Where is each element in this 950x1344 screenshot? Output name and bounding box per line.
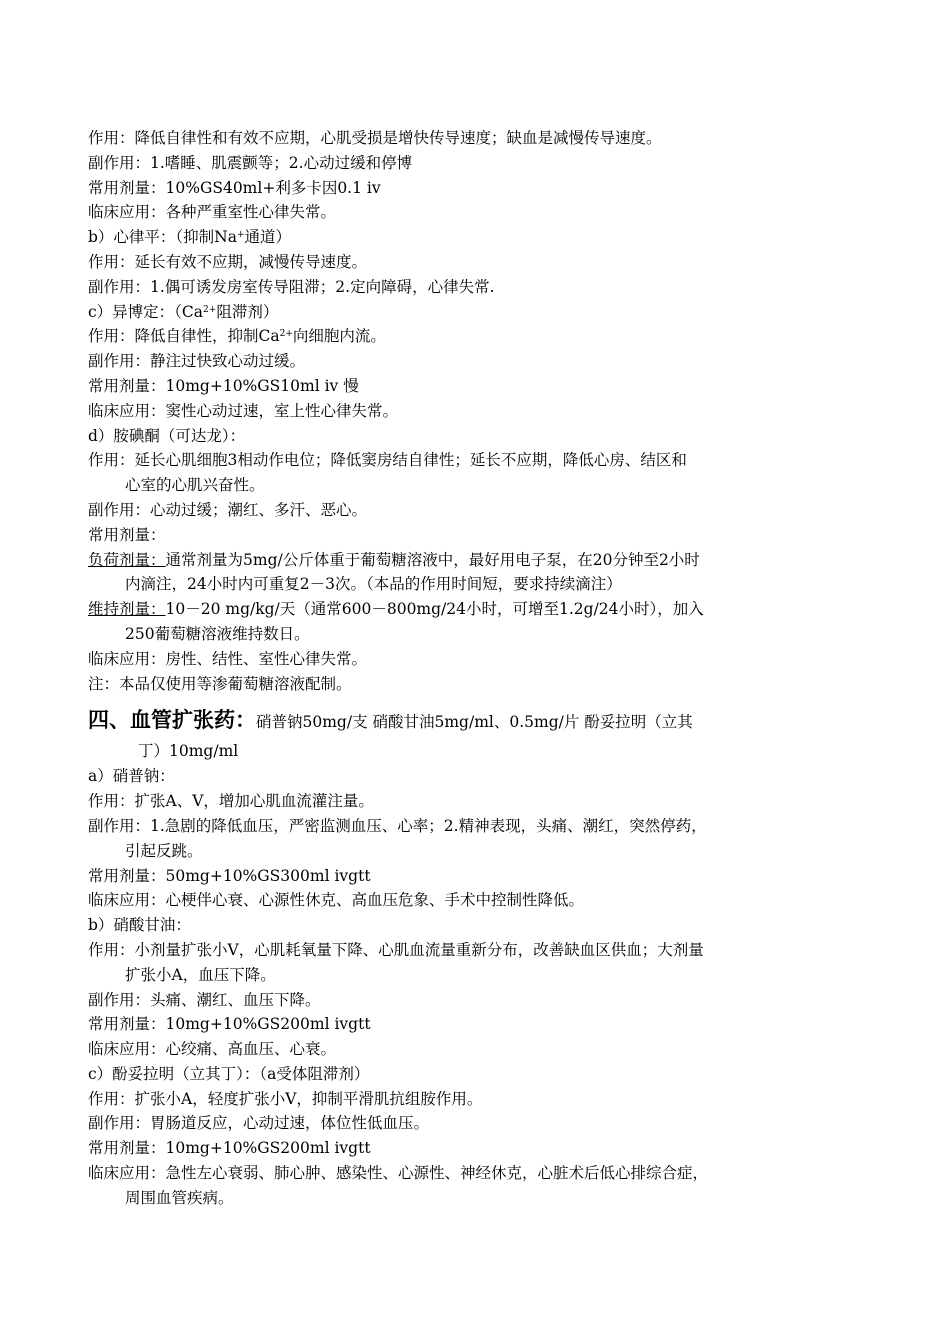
text-line: 副作用：头痛、潮红、血压下降。	[88, 990, 321, 1009]
text-line: 作用：降低自律性，抑制$Ca^{2+}$向细胞内流。	[88, 327, 386, 346]
text-line: 注：本品仅使用等渗葡萄糖溶液配制。	[88, 674, 352, 693]
section-heading: 四、血管扩张药：硝普钠50mg/支 硝酸甘油5mg/ml、0.5mg/片 酚妥拉明（立其	[88, 708, 693, 733]
text-line: 临床应用：心绞痛、高血压、心衰。	[88, 1040, 337, 1059]
text-line: 常用剂量：10mg+10%GS200ml ivgtt	[88, 1015, 371, 1034]
text-line: 常用剂量：50mg+10%GS300ml ivgtt	[88, 866, 371, 885]
text-line: 作用：扩张小A，轻度扩张小V，抑制平滑肌抗组胺作用。	[88, 1089, 483, 1108]
text-line: 副作用：1.急剧的降低血压，严密监测血压、心率；2.精神表现，头痛、潮红，突然停药，	[88, 816, 707, 835]
text-line: 负荷剂量：通常剂量为5mg/公斤体重于葡萄糖溶液中，最好用电子泵，在20分钟至2小时	[88, 550, 700, 569]
text-line: 临床应用：急性左心衰弱、肺心肿、感染性、心源性、神经休克，心脏术后低心排综合症，	[88, 1164, 709, 1183]
drug-title: c）异博定：（$Ca^{2+}$阻滞剂）	[88, 302, 279, 321]
text-line: 常用剂量：10mg+10%GS10ml iv 慢	[88, 376, 359, 395]
text-line: 临床应用：窦性心动过速，室上性心律失常。	[88, 401, 399, 420]
load-dose-label: 负荷剂量：	[88, 550, 166, 569]
text-line: 临床应用：心梗伴心衰、心源性休克、高血压危象、手术中控制性降低。	[88, 891, 585, 910]
text-line: 常用剂量：10mg+10%GS200ml ivgtt	[88, 1139, 371, 1158]
drug-title: a）硝普钠：	[88, 767, 175, 786]
maint-dose-label: 维持剂量：	[88, 600, 166, 619]
text-line-continued: 250葡萄糖溶液维持数日。	[125, 624, 310, 643]
text-line: 副作用：1.嗜睡、肌震颤等；2.心动过缓和停博	[88, 153, 413, 172]
text-line-continued: 内滴注，24小时内可重复2－3次。（本品的作用时间短，要求持续滴注）	[125, 575, 622, 594]
drug-title: c）酚妥拉明（立其丁）：（a受体阻滞剂）	[88, 1064, 370, 1083]
text-line: 临床应用：房性、结性、室性心律失常。	[88, 649, 368, 668]
text-line: 副作用：心动过缓；潮红、多汗、恶心。	[88, 500, 368, 519]
text-line: 作用：延长有效不应期，减慢传导速度。	[88, 252, 368, 271]
text-line: 作用：降低自律性和有效不应期，心肌受损是增快传导速度；缺血是减慢传导速度。	[88, 129, 662, 147]
text-line-continued: 丁）10mg/ml	[138, 742, 239, 761]
text-line: 副作用：1.偶可诱发房室传导阻滞；2.定向障碍，心律失常.	[88, 277, 495, 296]
text-line: 作用：小剂量扩张小V，心肌耗氧量下降、心肌血流量重新分布，改善缺血区供血；大剂量	[88, 940, 704, 959]
text-line: 临床应用：各种严重室性心律失常。	[88, 203, 337, 222]
text-line-continued: 周围血管疾病。	[125, 1188, 234, 1207]
document-page	[88, 126, 868, 1211]
drug-title: b）心律平：（抑制Na+通道）	[88, 228, 292, 247]
text-line: 副作用：静注过快致心动过缓。	[88, 352, 306, 371]
text-line: 作用：扩张A、V，增加心肌血流灌注量。	[88, 792, 374, 811]
drug-title: d）胺碘酮（可达龙）：	[88, 426, 246, 445]
text-line: 副作用：胃肠道反应，心动过速，体位性低血压。	[88, 1114, 430, 1133]
text-line-continued: 引起反跳。	[125, 841, 203, 860]
drug-title: b）硝酸甘油：	[88, 916, 191, 935]
text-line: 常用剂量：	[88, 525, 166, 544]
text-line: 常用剂量：10%GS40ml+利多卡因0.1 iv	[88, 178, 381, 197]
text-line: 作用：延长心肌细胞3相动作电位；降低窦房结自律性；延长不应期，降低心房、结区和	[88, 451, 687, 470]
text-line-continued: 扩张小A，血压下降。	[125, 965, 276, 984]
text-line-continued: 心室的心肌兴奋性。	[125, 476, 265, 495]
section-title: 四、血管扩张药：	[88, 708, 256, 733]
text-line: 维持剂量：10－20 mg/kg/天（通常600－800mg/24小时，可增至1.2g/24小时），加入	[88, 600, 704, 619]
